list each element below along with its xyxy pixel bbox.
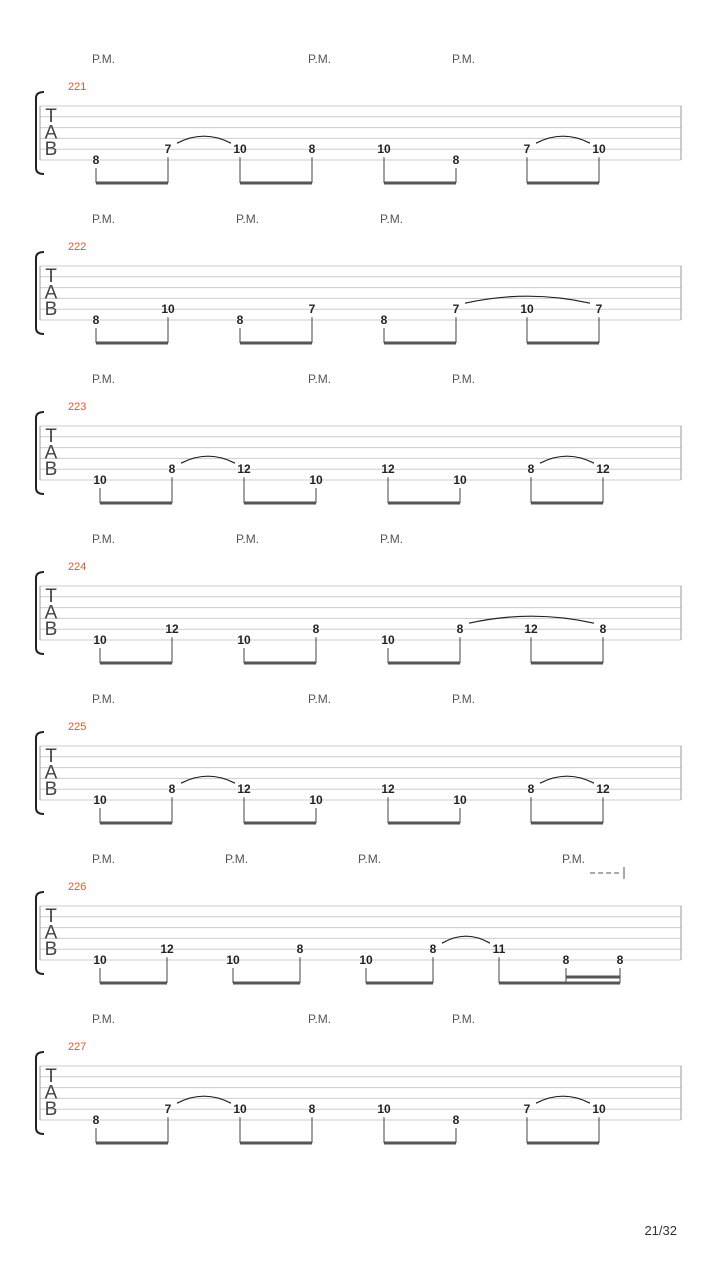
fret-number: 7	[523, 142, 531, 157]
tab-clef-letter: A	[44, 762, 58, 784]
fret-number: 8	[616, 953, 624, 967]
tab-clef-letter: T	[45, 1066, 57, 1087]
fret-number: 10	[226, 953, 240, 967]
fret-number: 8	[312, 622, 320, 637]
fret-number: 7	[164, 142, 172, 157]
fret-number: 10	[381, 633, 395, 647]
fret-number: 8	[380, 313, 388, 327]
palm-mute-mark: P.M.	[308, 692, 332, 706]
measure-number: 227	[68, 1041, 87, 1053]
tab-system	[36, 212, 681, 343]
tab-clef-letter: A	[44, 602, 58, 624]
fret-number: 12	[165, 622, 179, 637]
palm-mute-mark: P.M.	[308, 1012, 332, 1026]
tab-system	[36, 1012, 681, 1143]
palm-mute-mark: P.M.	[92, 532, 116, 546]
tab-clef-letter: T	[45, 586, 57, 607]
tab-clef-letter: B	[44, 299, 58, 320]
fret-number: 12	[596, 462, 610, 477]
fret-number: 12	[237, 782, 251, 797]
measure-number: 223	[68, 401, 87, 413]
fret-number: 10	[93, 793, 107, 807]
fret-number: 10	[93, 473, 107, 487]
tab-clef-letter: B	[44, 459, 58, 480]
fret-number: 12	[381, 782, 395, 797]
palm-mute-mark: P.M.	[236, 212, 260, 226]
fret-number: 8	[168, 462, 176, 477]
fret-number: 10	[237, 633, 251, 647]
fret-number: 10	[161, 302, 175, 317]
fret-number: 10	[377, 142, 391, 157]
tab-clef-letter: A	[44, 1082, 58, 1104]
slur	[181, 456, 235, 463]
fret-number: 8	[92, 313, 100, 327]
fret-number: 8	[308, 142, 316, 157]
fret-number: 10	[359, 953, 373, 967]
palm-mute-mark: P.M.	[380, 212, 404, 226]
fret-number: 8	[527, 462, 535, 477]
fret-number: 8	[168, 782, 176, 797]
fret-number: 8	[527, 782, 535, 797]
fret-number: 10	[520, 302, 534, 317]
fret-number: 10	[93, 633, 107, 647]
fret-number: 12	[237, 462, 251, 477]
tab-clef-letter: B	[44, 779, 58, 800]
slur	[442, 936, 490, 943]
fret-number: 8	[429, 942, 437, 957]
fret-number: 12	[596, 782, 610, 797]
fret-number: 10	[93, 953, 107, 967]
fret-number: 7	[452, 302, 460, 317]
slur	[540, 776, 594, 783]
fret-number: 7	[164, 1102, 172, 1117]
tab-clef-letter: T	[45, 266, 57, 287]
page-number: 21/32	[644, 1223, 677, 1238]
slur	[177, 136, 231, 143]
fret-number: 8	[452, 1113, 460, 1127]
palm-mute-mark: P.M.	[308, 372, 332, 386]
tab-clef-letter: T	[45, 106, 57, 127]
tab-system	[36, 692, 681, 823]
fret-number: 7	[595, 302, 603, 317]
fret-number: 8	[599, 622, 607, 637]
tab-clef-letter: A	[44, 122, 58, 144]
slur	[177, 1096, 231, 1103]
tab-system	[36, 852, 681, 983]
slur	[536, 136, 590, 143]
palm-mute-mark: P.M.	[452, 1012, 476, 1026]
palm-mute-mark: P.M.	[358, 852, 382, 866]
slur	[181, 776, 235, 783]
measure-number: 221	[68, 81, 87, 93]
fret-number: 8	[308, 1102, 316, 1117]
fret-number: 10	[377, 1102, 391, 1117]
palm-mute-mark: P.M.	[92, 372, 116, 386]
tab-clef-letter: B	[44, 139, 58, 160]
fret-number: 10	[309, 793, 323, 807]
fret-number: 7	[523, 1102, 531, 1117]
fret-number: 10	[309, 473, 323, 487]
tab-clef-letter: A	[44, 442, 58, 464]
fret-number: 7	[308, 302, 316, 317]
tab-clef-letter: B	[44, 1099, 58, 1120]
fret-number: 10	[233, 142, 247, 157]
measure-number: 226	[68, 881, 87, 893]
fret-number: 12	[381, 462, 395, 477]
tab-clef-letter: T	[45, 746, 57, 767]
fret-number: 8	[236, 313, 244, 327]
tab-clef-letter: A	[44, 922, 58, 944]
tab-clef-letter: T	[45, 426, 57, 447]
fret-number: 8	[92, 153, 100, 167]
palm-mute-mark: P.M.	[452, 372, 476, 386]
fret-number: 10	[453, 793, 467, 807]
tab-system	[36, 532, 681, 663]
tab-system	[36, 372, 681, 503]
palm-mute-mark: P.M.	[92, 1012, 116, 1026]
tab-clef-letter: A	[44, 282, 58, 304]
fret-number: 8	[296, 942, 304, 957]
fret-number: 8	[452, 153, 460, 167]
palm-mute-mark: P.M.	[452, 692, 476, 706]
fret-number: 11	[492, 942, 506, 957]
fret-number: 8	[562, 953, 570, 967]
tab-system	[36, 52, 681, 183]
fret-number: 8	[456, 622, 464, 637]
tab-clef-letter: T	[45, 906, 57, 927]
palm-mute-mark: P.M.	[92, 52, 116, 66]
palm-mute-mark: P.M.	[452, 52, 476, 66]
palm-mute-mark: P.M.	[92, 212, 116, 226]
palm-mute-mark: P.M.	[380, 532, 404, 546]
fret-number: 10	[592, 142, 606, 157]
measure-number: 224	[68, 561, 87, 573]
slur	[540, 456, 594, 463]
tab-clef-letter: B	[44, 939, 58, 960]
palm-mute-mark: P.M.	[92, 692, 116, 706]
palm-mute-mark: P.M.	[308, 52, 332, 66]
fret-number: 8	[92, 1113, 100, 1127]
fret-number: 10	[453, 473, 467, 487]
palm-mute-mark: P.M.	[236, 532, 260, 546]
fret-number: 10	[233, 1102, 247, 1117]
fret-number: 12	[160, 942, 174, 957]
palm-mute-mark: P.M.	[225, 852, 249, 866]
fret-number: 12	[524, 622, 538, 637]
measure-number: 225	[68, 721, 87, 733]
palm-mute-mark: P.M.	[562, 852, 586, 866]
tab-clef-letter: B	[44, 619, 58, 640]
slur	[536, 1096, 590, 1103]
palm-mute-mark: P.M.	[92, 852, 116, 866]
measure-number: 222	[68, 241, 87, 253]
fret-number: 10	[592, 1102, 606, 1117]
